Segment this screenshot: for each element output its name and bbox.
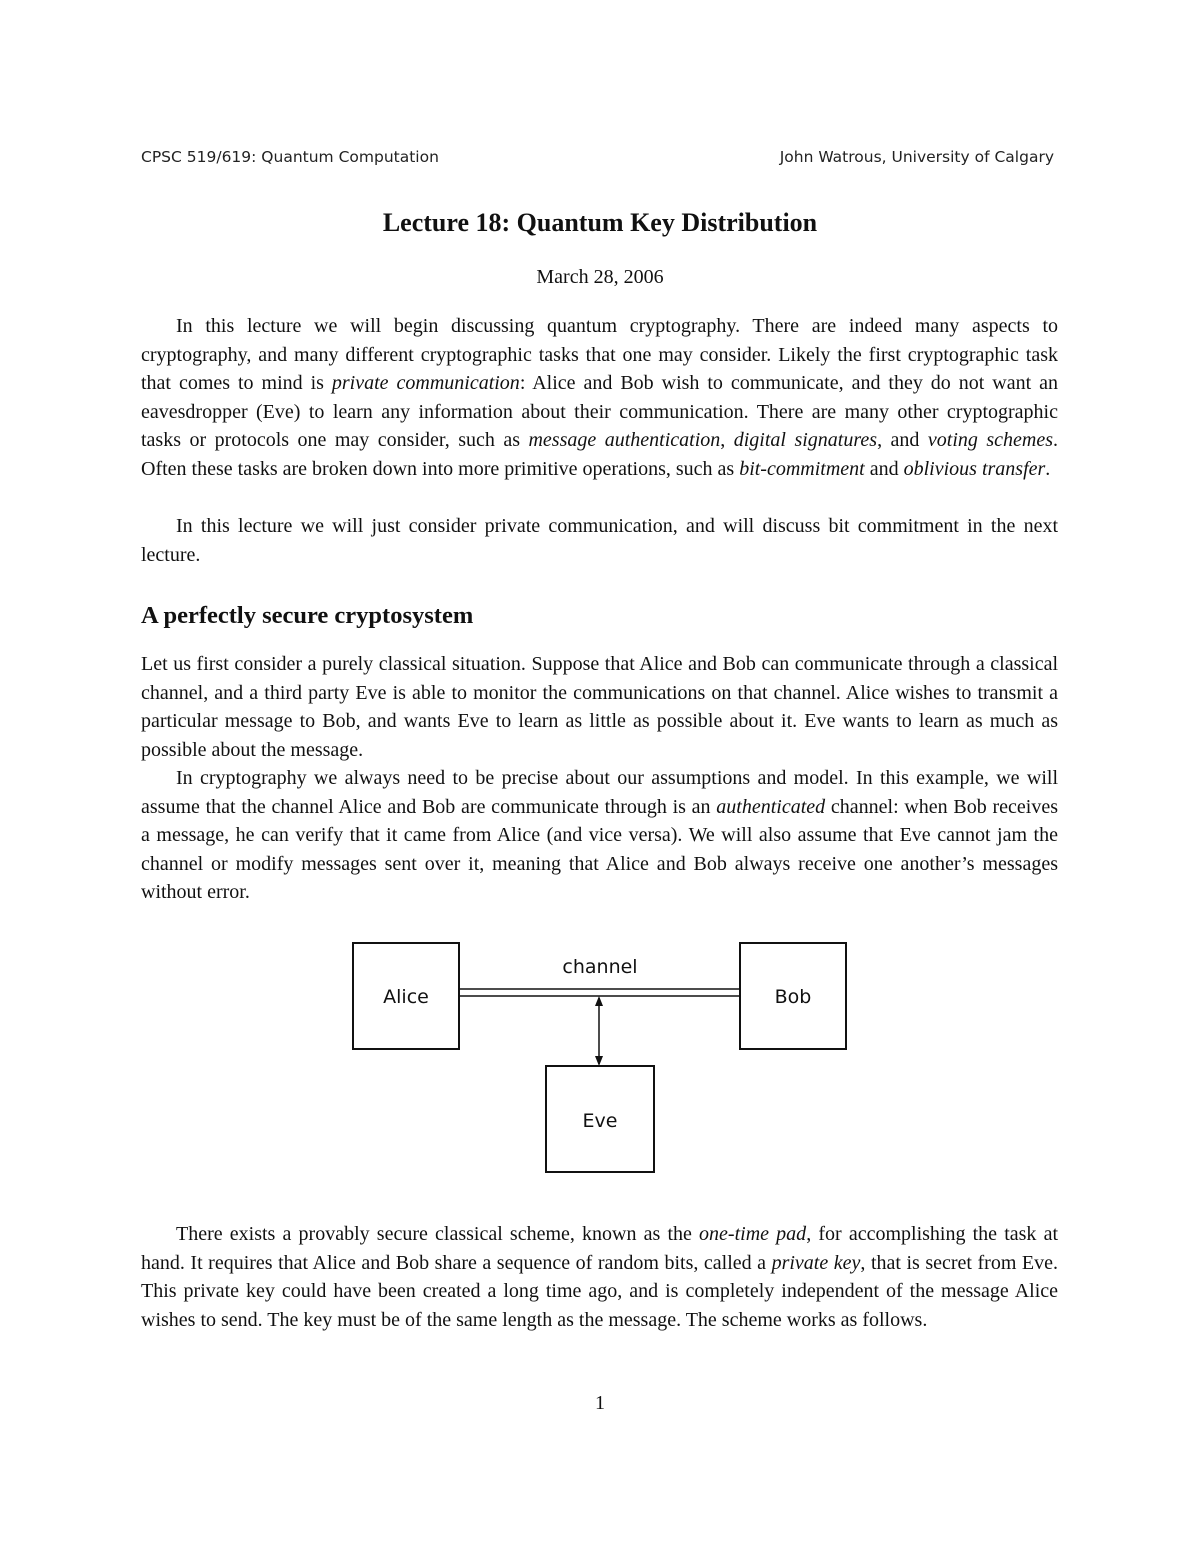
author-affiliation: John Watrous, University of Calgary	[779, 148, 1054, 166]
lecture-title: Lecture 18: Quantum Key Distribution	[382, 208, 818, 237]
lecture-date: March 28, 2006	[536, 266, 664, 288]
alice-label: Alice	[383, 986, 429, 1008]
section-heading: A perfectly secure cryptosystem	[141, 602, 474, 629]
eve-label: Eve	[582, 1110, 618, 1132]
section-paragraph-1: Let us first consider a purely classical situation. Suppose that Alice and Bob can communicate through a classical channel, and a third party Eve is able to monitor the communications on that channel. Alice wishes to transmit a particular message to Bob, and wants Eve to learn as little as possible about it. Eve wants to learn as much as possible about the message.	[141, 653, 1058, 761]
section-paragraph-3: There exists a provably secure classical scheme, known as the one-time pad, for accomplishing the task at hand. It requires that Alice and Bob share a sequence of random bits, called a private key, that is secret from Eve. This private key could have been created a long time ago, and is completely independent of the message Alice wishes to send. The key must be of the same length as the message. The scheme works as follows.	[141, 1223, 1059, 1331]
bob-box	[740, 943, 846, 1049]
alice-box	[353, 943, 459, 1049]
bob-label: Bob	[774, 986, 812, 1008]
tap-arrowhead-down	[595, 1056, 603, 1066]
channel-label: channel	[562, 956, 638, 978]
running-header	[141, 148, 1054, 172]
section-paragraph-2: In cryptography we always need to be precise about our assumptions and model. In this example, we will assume that the channel Alice and Bob are communicate through is an authenticated channel: when Bob receives a message, he can verify that it came from Alice (and vice versa). We will also assume that Eve cannot jam the channel or modify messages sent over it, meaning that Alice and Bob always receive one another’s messages without error.	[141, 767, 1058, 904]
eve-box	[546, 1066, 654, 1172]
intro-paragraph-1: In this lecture we will begin discussing quantum cryptography. There are indeed many aspects to cryptography, and many different cryptographic tasks that one may consider. Likely the first cryptographic task that comes to mind is private communication: Alice and Bob wish to communicate, and they do not want an eavesdropper (Eve) to learn any information about their communication. There are many other cryptographic tasks or protocols one may consider, such as message authentication, digital signatures, and voting schemes. Often these tasks are broken down into more primitive operations, such as bit-commitment and oblivious transfer.	[141, 315, 1058, 480]
course-name: CPSC 519/619: Quantum Computation	[141, 148, 439, 166]
page-number: 1	[595, 1392, 605, 1414]
intro-paragraph-2: In this lecture we will just consider private communication, and will discuss bit commitment in the next lecture.	[141, 515, 1058, 566]
tap-arrowhead-up	[595, 996, 603, 1006]
